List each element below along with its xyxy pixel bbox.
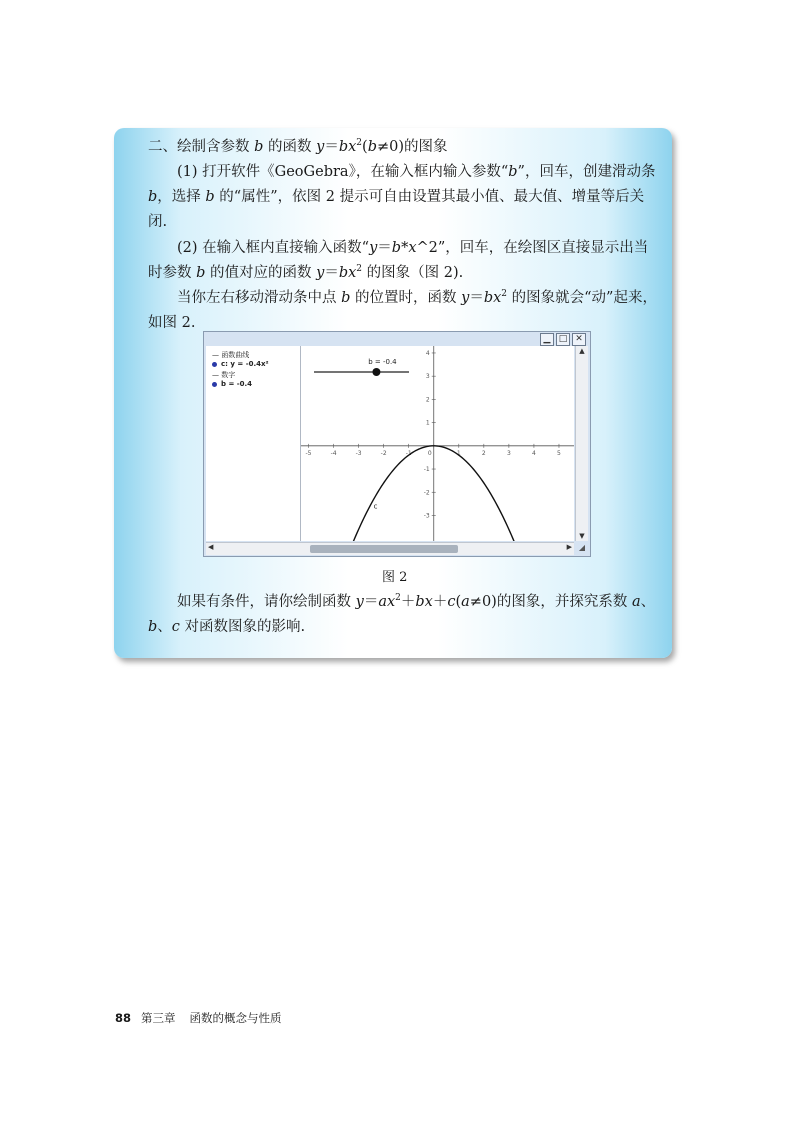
slider-entry-text: b = -0.4	[221, 380, 253, 388]
x-tick-label: -4	[330, 449, 337, 457]
scroll-up-icon[interactable]: ▲	[579, 347, 585, 355]
curve-label: c	[373, 502, 378, 511]
x-tick-label: 0	[427, 449, 432, 457]
visibility-dot-icon[interactable]	[212, 362, 217, 367]
y-tick-label: -3	[423, 512, 430, 520]
algebra-slider-entry[interactable]	[212, 380, 252, 388]
section-heading: 二、绘制含参数 b 的函数 $y=bx^2(b\ne 0)$的图象	[148, 138, 448, 155]
y-tick-label: 4	[425, 349, 430, 357]
x-tick-label: 5	[557, 449, 561, 457]
scroll-thumb[interactable]	[310, 545, 458, 553]
x-tick-label: 1	[456, 449, 461, 457]
function-plot[interactable]	[301, 346, 574, 541]
page-number: 88	[115, 1011, 132, 1025]
scroll-left-icon[interactable]: ◀	[208, 543, 214, 551]
chapter-title: 函数的概念与性质	[189, 1011, 282, 1025]
close-button[interactable]: ✕	[572, 333, 586, 346]
algebra-group-function[interactable]: — 函数曲线	[212, 351, 250, 359]
x-tick-label: 3	[506, 449, 511, 457]
slider-label: b = -0.4	[368, 358, 397, 366]
y-tick-label: -1	[423, 466, 430, 474]
visibility-dot-icon[interactable]	[212, 382, 217, 387]
y-tick-label: 2	[425, 396, 430, 404]
scroll-right-icon[interactable]: ▶	[566, 543, 572, 551]
chapter-number: 第三章	[141, 1011, 176, 1025]
x-tick-label: -1	[405, 449, 412, 457]
graphics-view[interactable]	[301, 346, 574, 541]
step-2-paragraph: (2) 在输入框内直接输入函数“y＝b*x^2”，回车，在绘图区直接显示出当时参数 b 的值对应的函数 $y=bx^2$ 的图象（图 2).	[148, 240, 649, 281]
x-tick-label: -3	[355, 449, 362, 457]
scroll-down-icon[interactable]: ▼	[579, 532, 585, 540]
algebra-function-entry[interactable]	[212, 360, 269, 368]
y-tick-label: 1	[425, 419, 430, 427]
extension-paragraph: 如果有条件，请你绘制函数 $y=ax^2+bx+c(a\ne 0)$的图象，并探究系数 a、b、c 对函数图象的影响.	[148, 593, 656, 635]
window-controls	[540, 333, 586, 346]
y-tick-label: 3	[425, 373, 430, 381]
figure-caption: 图 2	[382, 570, 408, 585]
step-1-paragraph: (1) 打开软件《GeoGebra》，在输入框内输入参数“b”，回车，创建滑动条b，选择 b 的“属性”，依图 2 提示可自由设置其最小值、最大值、增量等后关闭.	[148, 164, 656, 230]
x-tick-label: -2	[380, 449, 387, 457]
geogebra-window	[203, 331, 591, 557]
observation-paragraph: 当你左右移动滑动条中点 b 的位置时，函数 $y=bx^2$ 的图象就会“动”起来，如图 2.	[148, 289, 657, 331]
y-tick-label: -2	[423, 489, 430, 497]
slider-handle[interactable]	[372, 368, 380, 376]
algebra-view	[206, 346, 301, 541]
x-tick-label: -5	[305, 449, 312, 457]
minimize-button[interactable]: ▁	[540, 333, 554, 346]
maximize-button[interactable]: □	[556, 333, 570, 346]
resize-grip-icon[interactable]: ◢	[578, 543, 586, 552]
algebra-group-number[interactable]: — 数字	[212, 371, 236, 379]
parabola-curve-c[interactable]	[301, 446, 574, 541]
horizontal-scrollbar[interactable]	[206, 542, 574, 555]
x-tick-label: 2	[481, 449, 486, 457]
x-tick-label: 4	[532, 449, 536, 457]
vertical-scrollbar[interactable]	[575, 346, 588, 541]
function-entry-text: c: y = -0.4x²	[221, 360, 269, 368]
page-footer	[115, 1010, 282, 1026]
